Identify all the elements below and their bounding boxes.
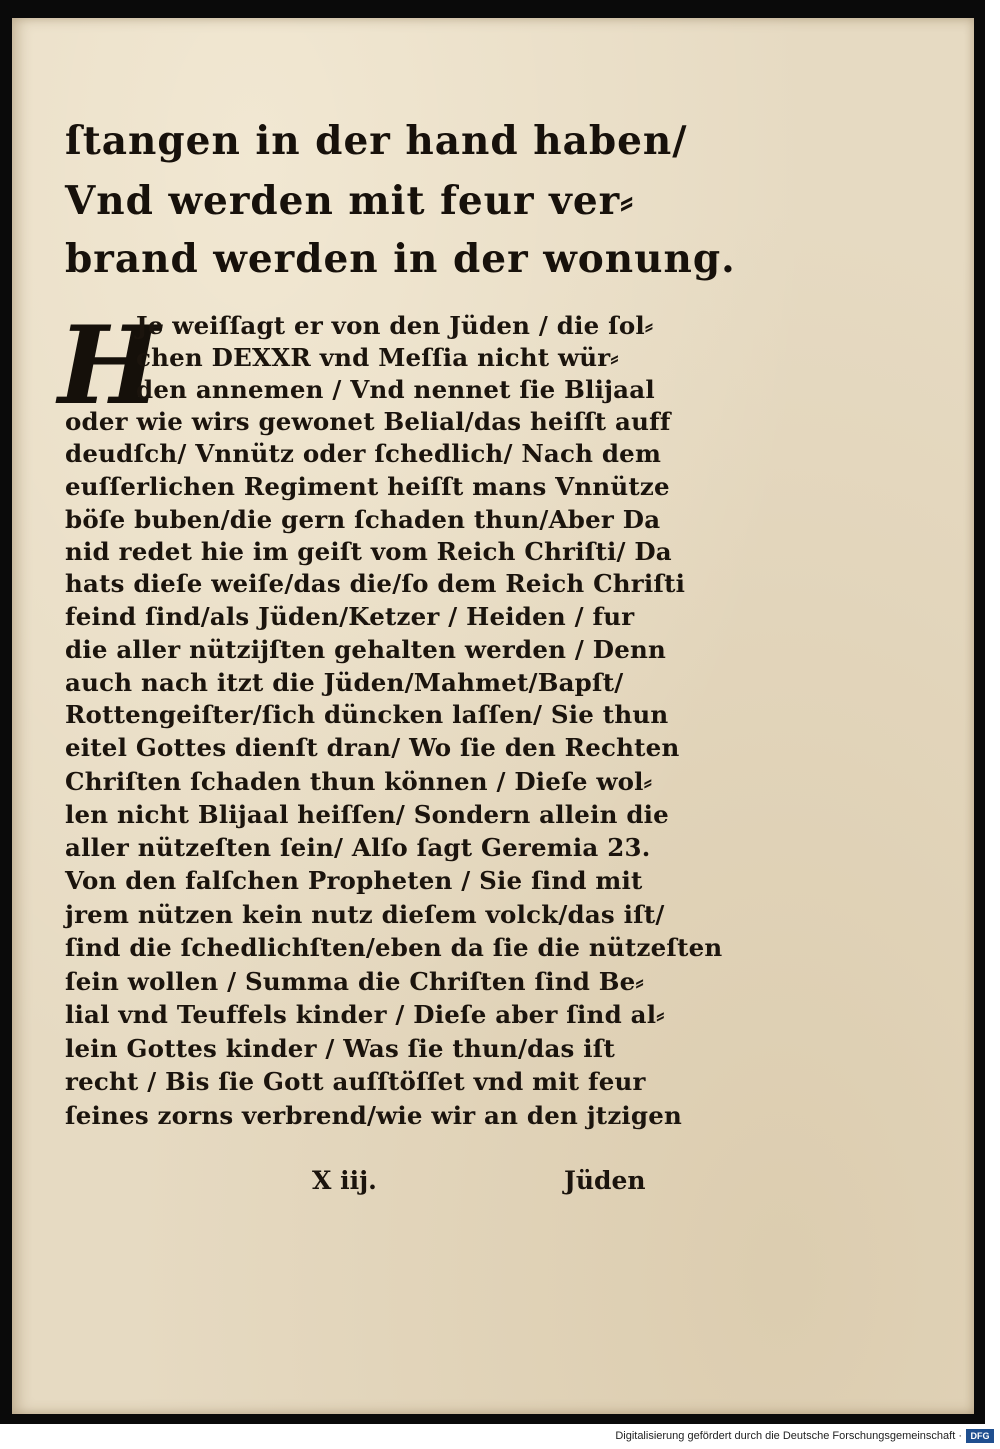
body-line-15: Chriſten ſchaden thun können / Dieſe wol⸗ xyxy=(65,767,653,796)
body-line-1: Je weiſſagt er von den Jüden / die ſol⸗ xyxy=(136,311,654,340)
body-line-24: recht / Bis ſie Gott auſſtöſſet vnd mit feur xyxy=(65,1067,646,1096)
body-line-10: feind ſind/als Jüden/Ketzer / Heiden / fur xyxy=(65,602,635,631)
signature-mark: X iij. xyxy=(312,1166,377,1195)
body-line-9: hats dieſe weiſe/das die/ſo dem Reich Chriſti xyxy=(65,569,686,598)
body-line-14: eitel Gottes dienſt dran/ Wo ſie den Rechten xyxy=(65,733,680,762)
heading-line-2: Vnd werden mit feur ver⸗ xyxy=(65,178,635,224)
body-line-13: Rottengeiſter/ſich düncken laſſen/ Sie thun xyxy=(65,700,669,729)
body-line-3: den annemen / Vnd nennet ſie Blijaal xyxy=(136,375,655,404)
body-line-4: oder wie wirs gewonet Belial/das heiſſt auff xyxy=(65,407,671,436)
body-line-16: len nicht Blijaal heiſſen/ Sondern allein die xyxy=(65,800,669,829)
body-line-20: ſind die ſchedlichſten/eben da ſie die nützeſten xyxy=(65,933,723,962)
body-line-8: nid redet hie im geiſt vom Reich Chriſti/ Da xyxy=(65,537,672,566)
body-line-11: die aller nützijſten gehalten werden / Denn xyxy=(65,635,667,664)
body-line-5: deudſch/ Vnnütz oder ſchedlich/ Nach dem xyxy=(65,439,662,468)
body-line-12: auch nach itzt die Jüden/Mahmet/Bapſt/ xyxy=(65,668,624,697)
body-line-17: aller nützeſten ſein/ Alſo ſagt Geremia 23. xyxy=(65,833,651,862)
heading-line-1: ſtangen in der hand haben/ xyxy=(65,118,688,164)
body-line-7: böſe buben/die gern ſchaden thun/Aber Da xyxy=(65,505,661,534)
body-line-23: lein Gottes kinder / Was ſie thun/das iſt xyxy=(65,1034,616,1063)
body-line-2: chen DEXXR vnd Meſſia nicht wür⸗ xyxy=(136,343,619,372)
body-line-21: ſein wollen / Summa die Chriſten ſind Be⸗ xyxy=(65,967,644,996)
body-line-25: ſeines zorns verbrend/wie wir an den jtzigen xyxy=(65,1101,683,1130)
body-line-19: jrem nützen kein nutz dieſem volck/das iſt/ xyxy=(65,900,665,929)
initial-letter: H xyxy=(58,303,161,429)
body-line-6: euſſerlichen Regiment heiſſt mans Vnnütze xyxy=(65,472,670,501)
heading-line-3: brand werden in der wonung. xyxy=(65,236,736,282)
funding-notice: Digitalisierung gefördert durch die Deutsche Forschungsgemeinschaft · xyxy=(615,1430,962,1442)
catchword: Jüden xyxy=(564,1166,646,1195)
body-line-22: lial vnd Teuffels kinder / Dieſe aber ſind al⸗ xyxy=(65,1000,665,1029)
book-page xyxy=(12,18,974,1414)
dfg-logo: DFG xyxy=(966,1429,994,1443)
body-line-18: Von den falſchen Propheten / Sie ſind mit xyxy=(65,866,643,895)
